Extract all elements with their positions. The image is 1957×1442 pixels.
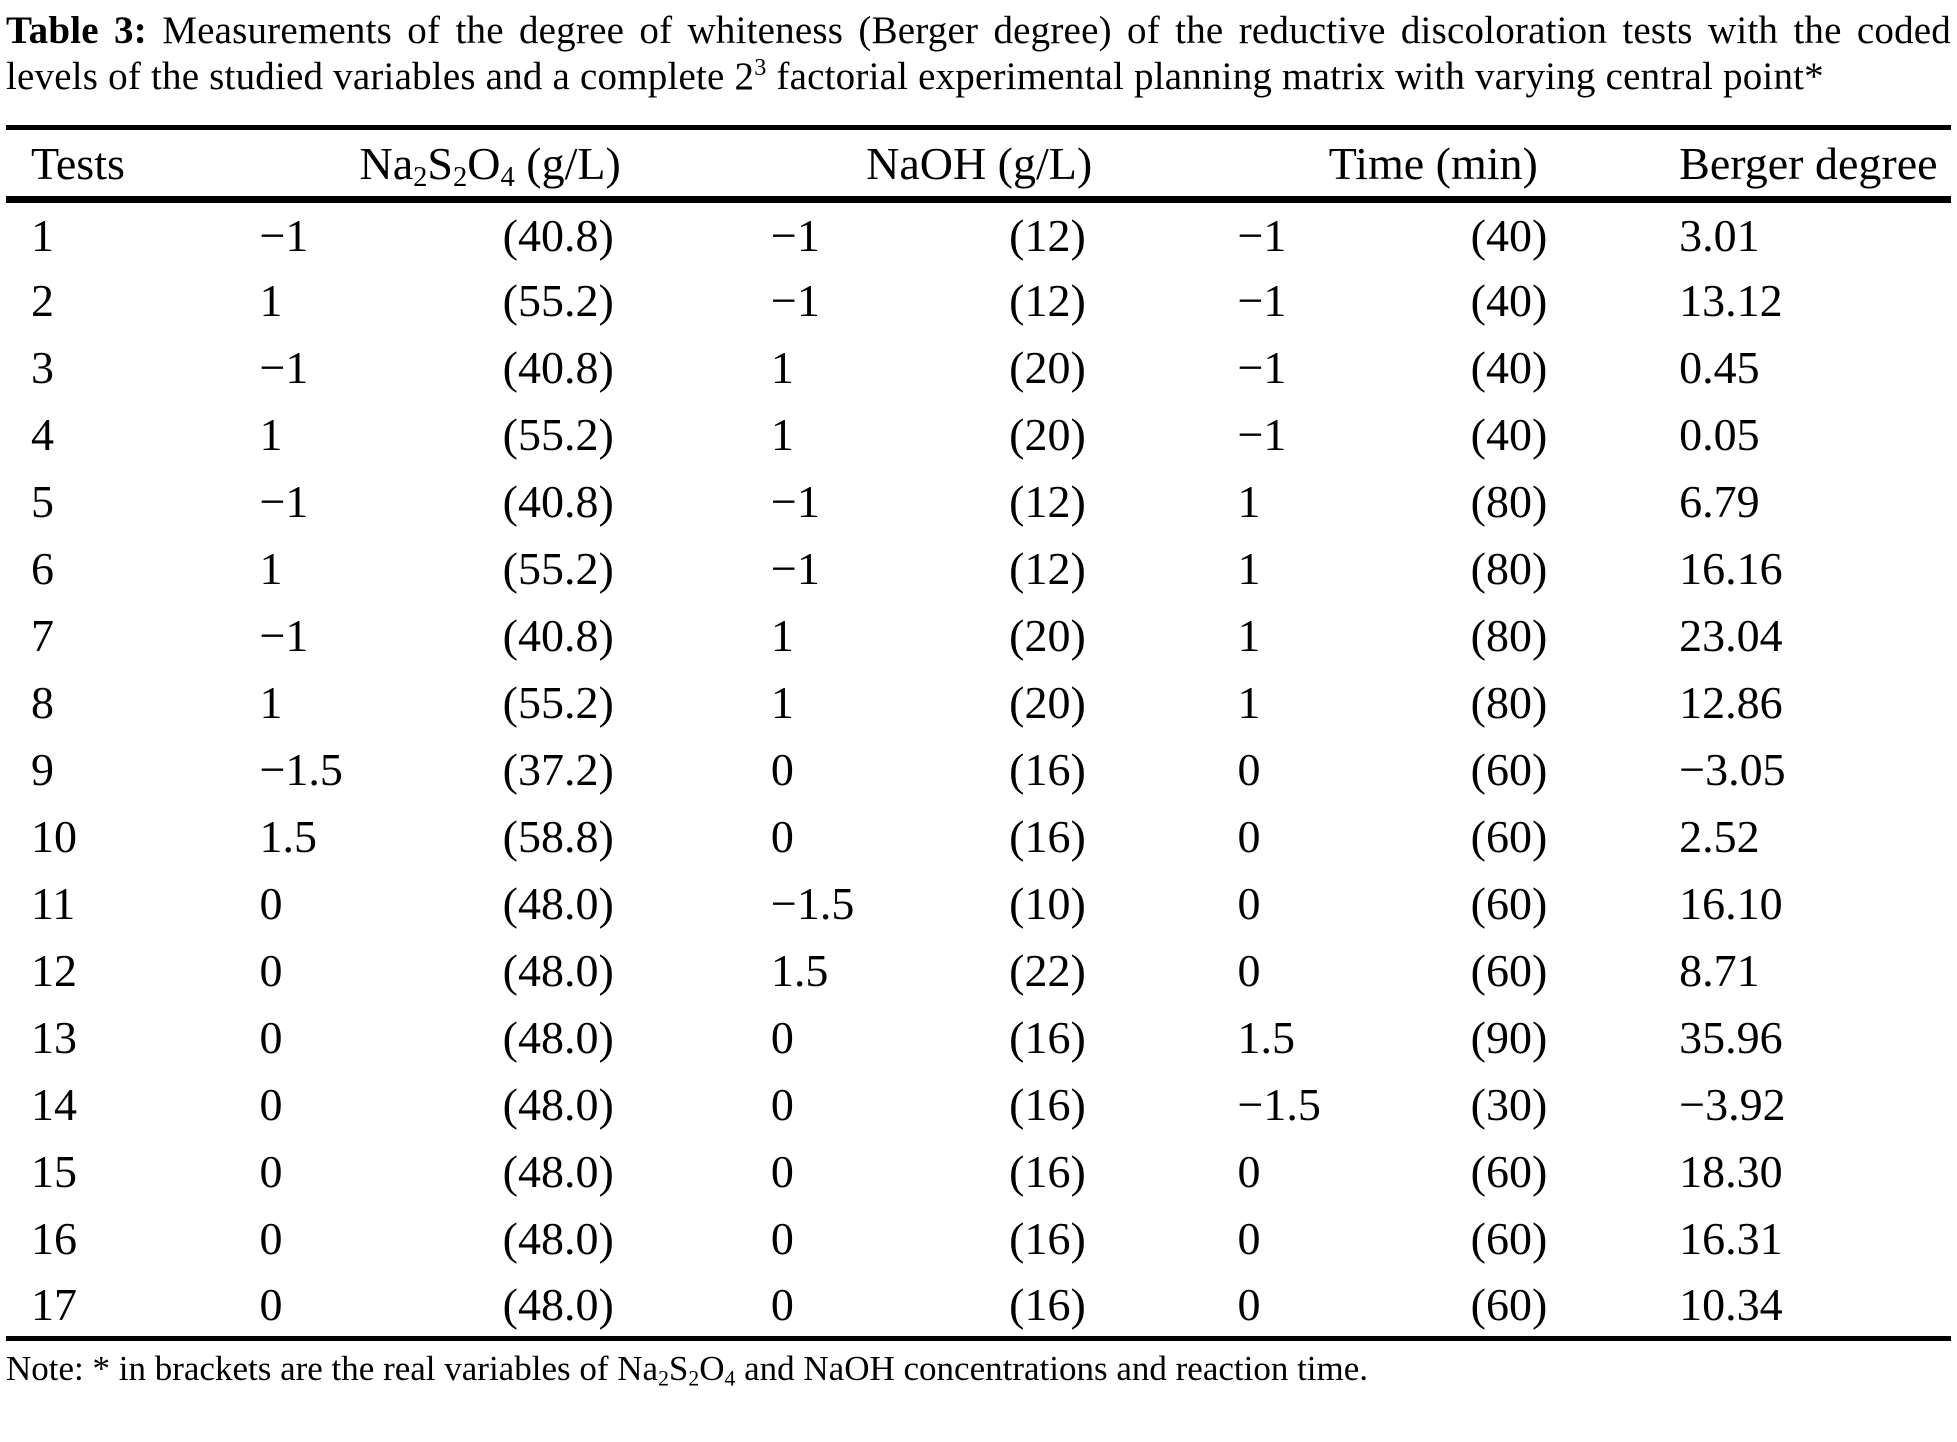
naoh-real-cell: (16): [1009, 810, 1086, 862]
table-row: [6, 937, 1951, 1004]
na2s2o4-coded-cell: −1: [259, 209, 309, 261]
table-row: [6, 1272, 1951, 1339]
naoh-coded-cell: −1: [770, 274, 820, 326]
test-number-cell: 10: [31, 810, 77, 862]
col-header-na2s2o4: [234, 128, 745, 200]
time-coded-cell: −1: [1237, 341, 1287, 393]
na2s2o4-real-cell: (55.2): [502, 274, 614, 326]
footnote-subscript: 2: [658, 1366, 669, 1391]
na2s2o4-real-cell: (40.8): [502, 475, 614, 527]
na2s2o4-real-cell: (40.8): [502, 609, 614, 661]
footnote-text: and NaOH concentrations and reaction time.: [735, 1349, 1369, 1389]
test-number-cell: 6: [31, 542, 54, 594]
na2s2o4-real-cell: (40.8): [502, 341, 614, 393]
naoh-real-cell: (22): [1009, 944, 1086, 996]
table-caption-text: Measurements of the degree of whiteness (Berger degree) of the reductive discoloration tests with the coded levels of the studied variables and a complete 2: [6, 9, 1951, 98]
time-real-cell: (80): [1470, 676, 1548, 728]
na2s2o4-coded-cell: 0: [259, 877, 283, 929]
table-row: [6, 401, 1951, 468]
col-header-berger: Berger degree: [1654, 128, 1951, 200]
naoh-coded-cell: −1: [770, 475, 820, 527]
table-row: [6, 1205, 1951, 1272]
na2s2o4-subscript: 2: [453, 161, 468, 193]
naoh-real-cell: (20): [1009, 676, 1086, 728]
table-row: [6, 334, 1951, 401]
naoh-coded-cell: −1.5: [770, 877, 855, 929]
time-coded-cell: −1: [1237, 274, 1287, 326]
naoh-coded-cell: 1: [770, 676, 794, 728]
time-real-cell: (80): [1470, 609, 1548, 661]
time-real-cell: (90): [1470, 1011, 1548, 1063]
table-footnote: [6, 1349, 1951, 1389]
table-header: [6, 128, 1951, 200]
na2s2o4-coded-cell: −1.5: [259, 743, 343, 795]
test-number-cell: 14: [31, 1078, 77, 1130]
berger-degree-cell: 2.52: [1679, 810, 1760, 862]
berger-degree-cell: 6.79: [1679, 475, 1760, 527]
time-real-cell: (40): [1470, 408, 1548, 460]
table-row: [6, 468, 1951, 535]
header-row: [6, 128, 1951, 200]
footnote-text: Note: * in brackets are the real variables of Na: [6, 1349, 659, 1389]
na2s2o4-real-cell: (48.0): [502, 1011, 614, 1063]
time-coded-cell: 1: [1237, 542, 1261, 594]
berger-degree-cell: 3.01: [1679, 209, 1760, 261]
test-number-cell: 15: [31, 1145, 77, 1197]
time-coded-cell: 0: [1237, 944, 1261, 996]
na2s2o4-real-cell: (48.0): [502, 1145, 614, 1197]
berger-degree-cell: 8.71: [1679, 944, 1760, 996]
naoh-real-cell: (16): [1009, 1011, 1086, 1063]
table-row: [6, 267, 1951, 334]
naoh-coded-cell: 0: [770, 743, 794, 795]
time-coded-cell: 1: [1237, 475, 1261, 527]
berger-degree-cell: 12.86: [1679, 676, 1783, 728]
naoh-real-cell: (12): [1009, 542, 1086, 594]
naoh-coded-cell: −1: [770, 542, 820, 594]
test-number-cell: 1: [31, 209, 54, 261]
test-number-cell: 13: [31, 1011, 77, 1063]
time-real-cell: (30): [1470, 1078, 1548, 1130]
time-real-cell: (40): [1470, 209, 1548, 261]
naoh-real-cell: (16): [1009, 1212, 1086, 1264]
footnote-text: O: [699, 1349, 725, 1389]
na2s2o4-coded-cell: 0: [259, 1078, 283, 1130]
time-real-cell: (80): [1470, 542, 1548, 594]
berger-degree-cell: 13.12: [1679, 274, 1783, 326]
na2s2o4-coded-cell: 0: [259, 1278, 283, 1330]
time-real-cell: (60): [1470, 944, 1548, 996]
time-coded-cell: 1: [1237, 676, 1261, 728]
na2s2o4-text: S: [427, 137, 454, 189]
na2s2o4-text: O: [467, 137, 501, 189]
na2s2o4-coded-cell: 1: [259, 542, 283, 594]
time-coded-cell: −1.5: [1237, 1078, 1321, 1130]
na2s2o4-coded-cell: −1: [259, 341, 309, 393]
naoh-coded-cell: 0: [770, 1145, 794, 1197]
footnote-text: S: [668, 1349, 689, 1389]
table-row: [6, 602, 1951, 669]
naoh-coded-cell: 1: [770, 408, 794, 460]
berger-degree-cell: 23.04: [1679, 609, 1783, 661]
test-number-cell: 4: [31, 408, 54, 460]
time-coded-cell: 0: [1237, 1212, 1261, 1264]
table-caption-label: Table 3:: [6, 9, 147, 52]
na2s2o4-real-cell: (48.0): [502, 1278, 614, 1330]
table-caption-text-end: factorial experimental planning matrix with varying central point*: [766, 54, 1824, 98]
time-real-cell: (60): [1470, 1145, 1548, 1197]
na2s2o4-coded-cell: 1: [259, 676, 283, 728]
na2s2o4-real-cell: (55.2): [502, 542, 614, 594]
time-real-cell: (60): [1470, 1278, 1548, 1330]
col-header-time: Time (min): [1212, 128, 1654, 200]
na2s2o4-coded-cell: 1: [259, 274, 283, 326]
table-row: [6, 200, 1951, 267]
test-number-cell: 7: [31, 609, 54, 661]
naoh-coded-cell: 1.5: [770, 944, 829, 996]
naoh-real-cell: (20): [1009, 341, 1086, 393]
naoh-coded-cell: 1: [770, 609, 794, 661]
time-coded-cell: 1: [1237, 609, 1261, 661]
berger-degree-cell: 0.45: [1679, 341, 1760, 393]
col-header-naoh: NaOH (g/L): [746, 128, 1213, 200]
naoh-real-cell: (12): [1009, 209, 1086, 261]
naoh-real-cell: (20): [1009, 609, 1086, 661]
naoh-real-cell: (10): [1009, 877, 1086, 929]
data-table: [6, 125, 1951, 1341]
na2s2o4-real-cell: (48.0): [502, 1212, 614, 1264]
test-number-cell: 12: [31, 944, 77, 996]
time-real-cell: (60): [1470, 810, 1548, 862]
table-row: [6, 535, 1951, 602]
naoh-coded-cell: 0: [770, 1278, 794, 1330]
table-body: [6, 200, 1951, 1339]
na2s2o4-coded-cell: −1: [259, 475, 309, 527]
time-real-cell: (60): [1470, 877, 1548, 929]
table-row: [6, 1138, 1951, 1205]
naoh-real-cell: (16): [1009, 1145, 1086, 1197]
time-real-cell: (60): [1470, 743, 1548, 795]
na2s2o4-real-cell: (40.8): [502, 209, 614, 261]
table-row: [6, 1004, 1951, 1071]
time-coded-cell: −1: [1237, 209, 1287, 261]
berger-degree-cell: 18.30: [1679, 1145, 1783, 1197]
berger-degree-cell: 35.96: [1679, 1011, 1783, 1063]
footnote-subscript: 2: [688, 1366, 700, 1391]
na2s2o4-unit: (g/L): [514, 137, 621, 189]
table-row: [6, 870, 1951, 937]
berger-degree-cell: −3.05: [1679, 743, 1786, 795]
na2s2o4-real-cell: (48.0): [502, 877, 614, 929]
time-coded-cell: 0: [1237, 743, 1261, 795]
naoh-coded-cell: 0: [770, 1078, 794, 1130]
naoh-coded-cell: 0: [770, 1212, 794, 1264]
na2s2o4-coded-cell: 1.5: [259, 810, 317, 862]
na2s2o4-coded-cell: 0: [259, 1145, 283, 1197]
time-real-cell: (60): [1470, 1212, 1548, 1264]
col-header-tests: Tests: [6, 128, 234, 200]
na2s2o4-real-cell: (48.0): [502, 944, 614, 996]
na2s2o4-coded-cell: 0: [259, 944, 283, 996]
time-coded-cell: −1: [1237, 408, 1287, 460]
test-number-cell: 3: [31, 341, 54, 393]
time-real-cell: (40): [1470, 341, 1548, 393]
time-coded-cell: 1.5: [1237, 1011, 1295, 1063]
na2s2o4-real-cell: (55.2): [502, 408, 614, 460]
table-row: [6, 669, 1951, 736]
naoh-coded-cell: 0: [770, 810, 794, 862]
na2s2o4-real-cell: (48.0): [502, 1078, 614, 1130]
table-caption: [6, 8, 1951, 99]
na2s2o4-coded-cell: 1: [259, 408, 283, 460]
time-coded-cell: 0: [1237, 877, 1261, 929]
berger-degree-cell: 16.16: [1679, 542, 1783, 594]
naoh-coded-cell: 1: [770, 341, 794, 393]
naoh-coded-cell: 0: [770, 1011, 794, 1063]
na2s2o4-real-cell: (55.2): [502, 676, 614, 728]
berger-degree-cell: 0.05: [1679, 408, 1760, 460]
time-coded-cell: 0: [1237, 1278, 1261, 1330]
table-row: [6, 803, 1951, 870]
test-number-cell: 5: [31, 475, 54, 527]
footnote-subscript: 4: [724, 1366, 736, 1391]
test-number-cell: 8: [31, 676, 54, 728]
na2s2o4-coded-cell: 0: [259, 1011, 283, 1063]
time-real-cell: (40): [1470, 274, 1548, 326]
test-number-cell: 2: [31, 274, 54, 326]
na2s2o4-subscript: 4: [500, 161, 515, 193]
na2s2o4-text: Na: [359, 137, 414, 189]
na2s2o4-subscript: 2: [413, 161, 428, 193]
naoh-real-cell: (16): [1009, 743, 1086, 795]
berger-degree-cell: 16.31: [1679, 1212, 1783, 1264]
naoh-real-cell: (16): [1009, 1078, 1086, 1130]
na2s2o4-coded-cell: −1: [259, 609, 309, 661]
test-number-cell: 17: [31, 1278, 77, 1330]
na2s2o4-real-cell: (37.2): [502, 743, 614, 795]
test-number-cell: 16: [31, 1212, 77, 1264]
berger-degree-cell: 10.34: [1679, 1278, 1783, 1330]
time-coded-cell: 0: [1237, 1145, 1261, 1197]
table-row: [6, 1071, 1951, 1138]
berger-degree-cell: 16.10: [1679, 877, 1783, 929]
naoh-real-cell: (16): [1009, 1278, 1086, 1330]
test-number-cell: 9: [31, 743, 54, 795]
test-number-cell: 11: [31, 877, 76, 929]
caption-exponent: 3: [754, 53, 767, 81]
na2s2o4-real-cell: (58.8): [502, 810, 614, 862]
time-real-cell: (80): [1470, 475, 1548, 527]
table-row: [6, 736, 1951, 803]
berger-degree-cell: −3.92: [1679, 1078, 1786, 1130]
time-coded-cell: 0: [1237, 810, 1261, 862]
naoh-real-cell: (20): [1009, 408, 1086, 460]
naoh-coded-cell: −1: [770, 209, 820, 261]
na2s2o4-coded-cell: 0: [259, 1212, 283, 1264]
naoh-real-cell: (12): [1009, 475, 1086, 527]
naoh-real-cell: (12): [1009, 274, 1086, 326]
